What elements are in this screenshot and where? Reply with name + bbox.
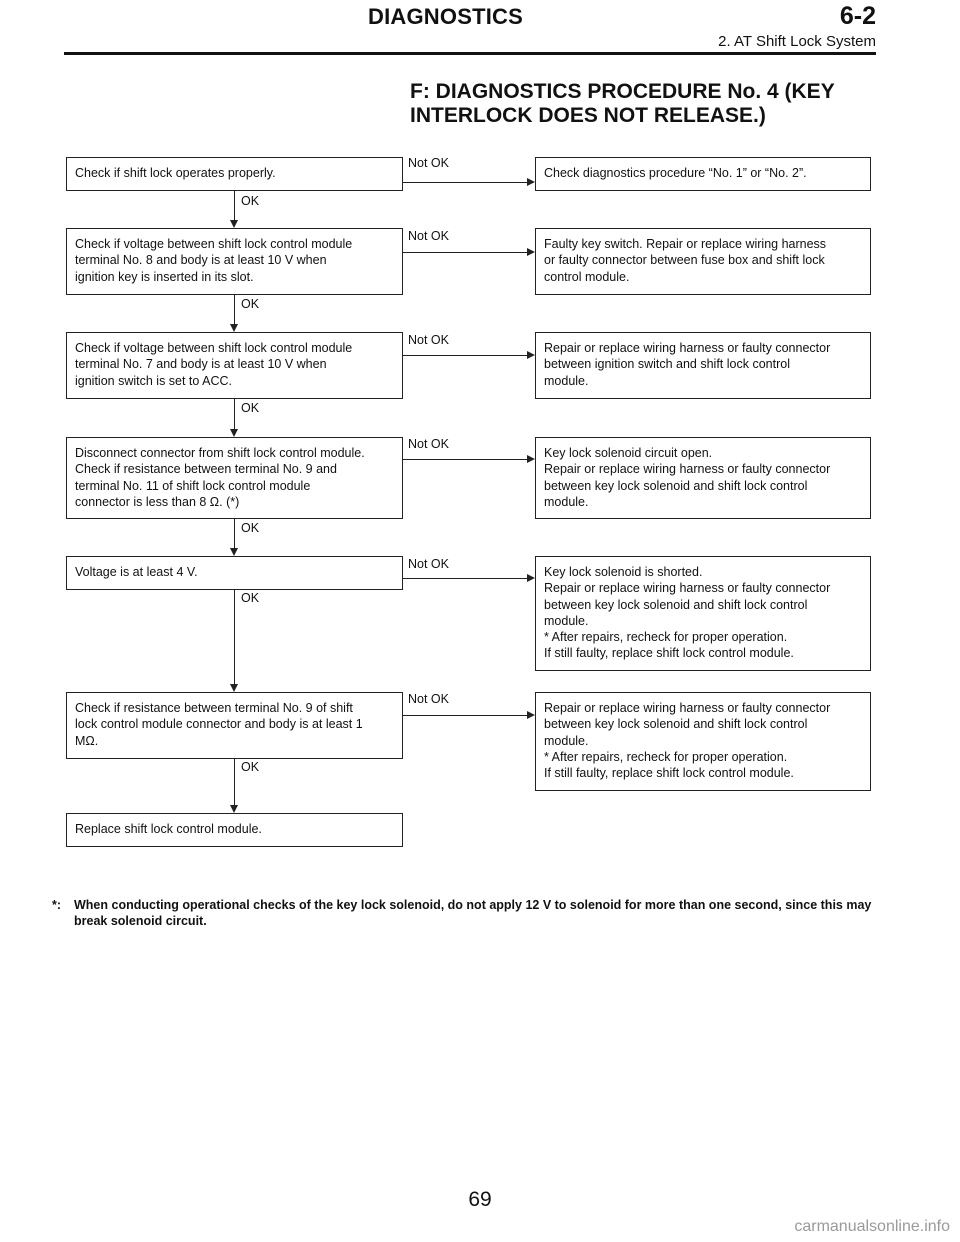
procedure-title: F: DIAGNOSTICS PROCEDURE No. 4 (KEY INTERLOCK DOES NOT RELEASE.) — [410, 80, 835, 127]
step-box-7: Replace shift lock control module. — [66, 813, 403, 847]
result-box-3: Repair or replace wiring harness or faulty connector between ignition switch and shift lock control module. — [535, 332, 871, 399]
ok-connector — [234, 399, 235, 429]
ok-connector — [234, 519, 235, 548]
result-box-5: Key lock solenoid is shorted. Repair or replace wiring harness or faulty connector between key lock solenoid and shift lock control module. * After repairs, recheck for proper operation. If still faulty, replace shift lock control module. — [535, 556, 871, 671]
not-ok-connector — [403, 578, 527, 579]
arrow-down-icon — [230, 220, 238, 228]
not-ok-label: Not OK — [408, 333, 449, 347]
not-ok-connector — [403, 252, 527, 253]
ok-label: OK — [241, 521, 260, 535]
step-box-5: Voltage is at least 4 V. — [66, 556, 403, 590]
result-box-4: Key lock solenoid circuit open. Repair or replace wiring harness or faulty connector between key lock solenoid and shift lock control module. — [535, 437, 871, 519]
step-box-4: Disconnect connector from shift lock control module. Check if resistance between terminal No. 9 and terminal No. 11 of shift lock control module connector is less than 8 Ω. (*) — [66, 437, 403, 519]
arrow-right-icon — [527, 351, 535, 359]
result-box-1: Check diagnostics procedure “No. 1” or “No. 2”. — [535, 157, 871, 191]
header-section-number: 6-2 — [839, 2, 876, 30]
footnote-mark: *: — [52, 898, 62, 912]
page-number: 69 — [468, 1188, 492, 1211]
not-ok-connector — [403, 715, 527, 716]
arrow-down-icon — [230, 548, 238, 556]
step-box-3: Check if voltage between shift lock control module terminal No. 7 and body is at least 10 V when ignition switch is set to ACC. — [66, 332, 403, 399]
step-box-1: Check if shift lock operates properly. — [66, 157, 403, 191]
not-ok-connector — [403, 182, 527, 183]
step-box-2: Check if voltage between shift lock control module terminal No. 8 and body is at least 10 V when ignition key is inserted in its slot. — [66, 228, 403, 295]
ok-connector — [234, 759, 235, 805]
not-ok-connector — [403, 459, 527, 460]
arrow-down-icon — [230, 429, 238, 437]
arrow-right-icon — [527, 574, 535, 582]
arrow-right-icon — [527, 248, 535, 256]
arrow-down-icon — [230, 324, 238, 332]
not-ok-label: Not OK — [408, 437, 449, 451]
step-box-6: Check if resistance between terminal No. 9 of shift lock control module connector and body is at least 1 MΩ. — [66, 692, 403, 759]
arrow-right-icon — [527, 455, 535, 463]
header-title: DIAGNOSTICS — [368, 4, 523, 29]
ok-label: OK — [241, 194, 260, 208]
arrow-right-icon — [527, 711, 535, 719]
not-ok-label: Not OK — [408, 557, 449, 571]
header-subtitle: 2. AT Shift Lock System — [718, 33, 876, 50]
not-ok-label: Not OK — [408, 692, 449, 706]
arrow-right-icon — [527, 178, 535, 186]
not-ok-label: Not OK — [408, 229, 449, 243]
arrow-down-icon — [230, 684, 238, 692]
ok-label: OK — [241, 591, 260, 605]
not-ok-connector — [403, 355, 527, 356]
ok-connector — [234, 191, 235, 220]
footnote — [52, 897, 892, 929]
arrow-down-icon — [230, 805, 238, 813]
watermark: carmanualsonline.info — [794, 1218, 950, 1235]
ok-connector — [234, 590, 235, 684]
ok-label: OK — [241, 297, 260, 311]
result-box-6: Repair or replace wiring harness or faulty connector between key lock solenoid and shift lock control module. * After repairs, recheck for proper operation. If still faulty, replace shift lock control module. — [535, 692, 871, 791]
ok-label: OK — [241, 401, 260, 415]
result-box-2: Faulty key switch. Repair or replace wiring harness or faulty connector between fuse box and shift lock control module. — [535, 228, 871, 295]
footnote-text: When conducting operational checks of the key lock solenoid, do not apply 12 V to solenoid for more than one second, since this may break solenoid circuit. — [74, 898, 872, 928]
ok-label: OK — [241, 760, 260, 774]
not-ok-label: Not OK — [408, 156, 449, 170]
ok-connector — [234, 295, 235, 324]
header-rule — [64, 52, 876, 55]
